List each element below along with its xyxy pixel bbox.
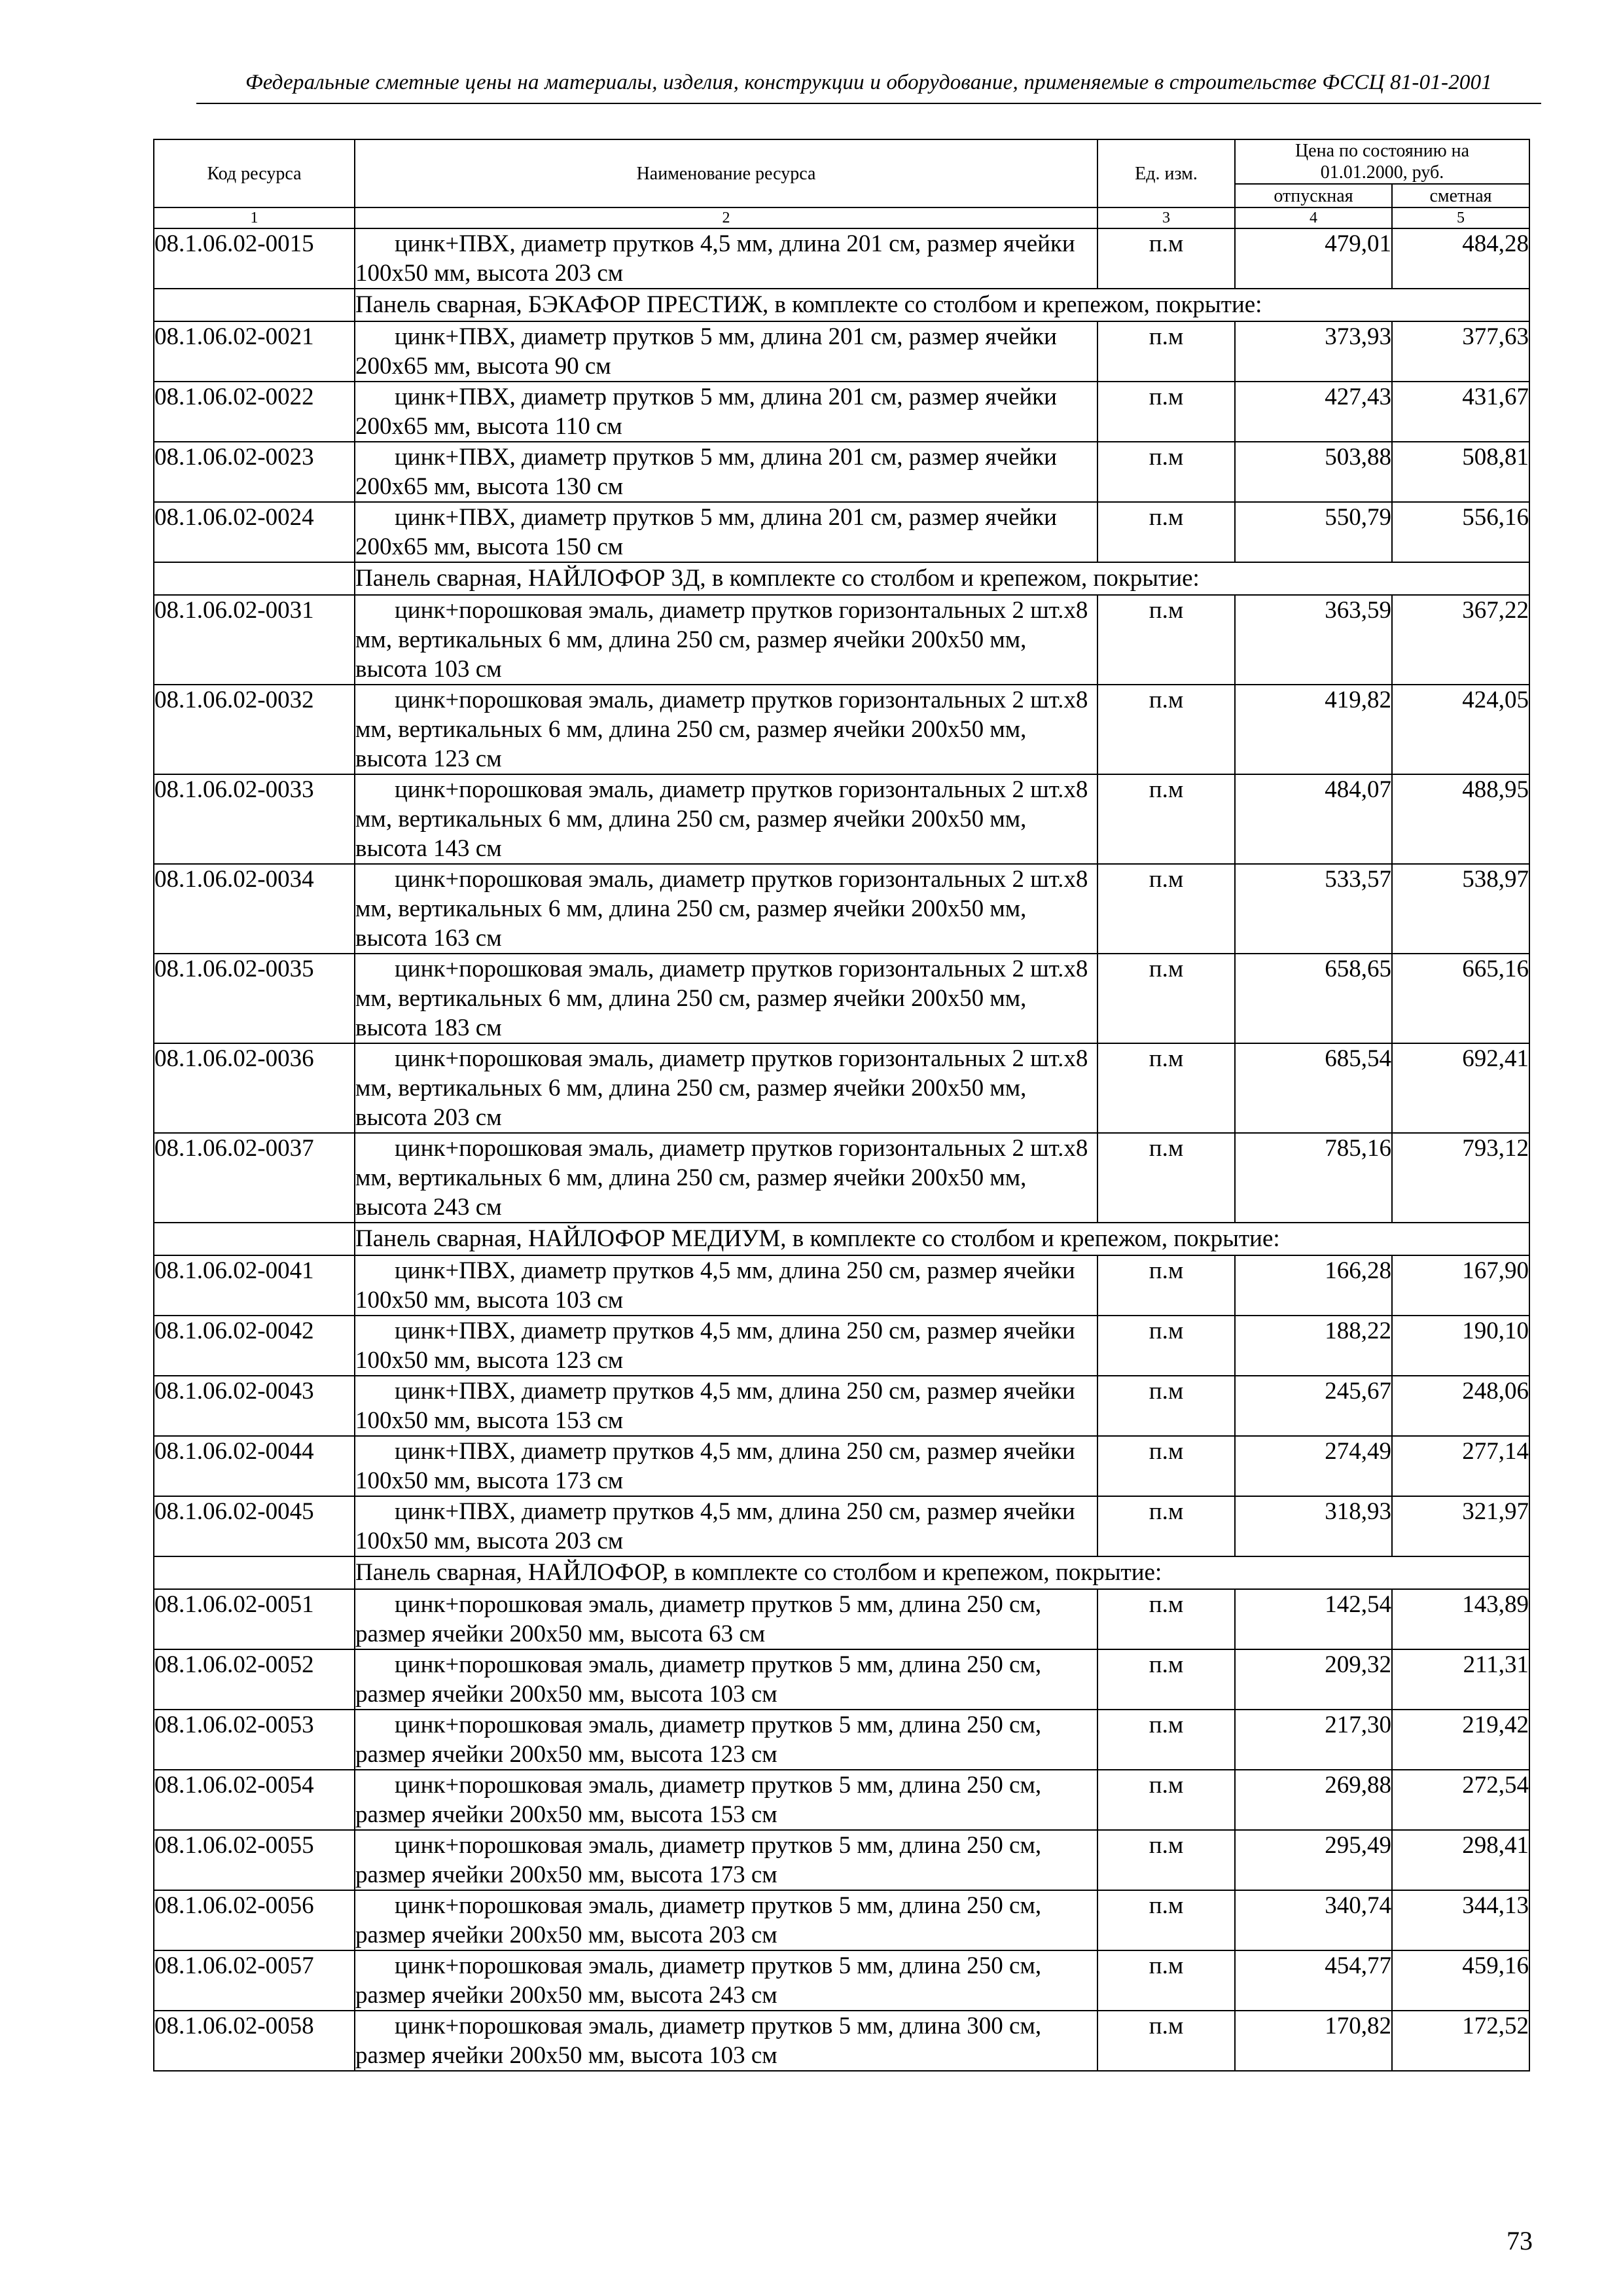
resource-code: 08.1.06.02-0033 [154, 774, 355, 864]
col-header-price-sale: отпускная [1235, 184, 1392, 207]
group-title-cell [355, 289, 1529, 321]
table-row [154, 1496, 1529, 1556]
group-heading-row [154, 562, 1529, 595]
group-code-cell [154, 1223, 355, 1255]
group-heading-row [154, 289, 1529, 321]
price-sale-cell: 295,49 [1235, 1830, 1392, 1890]
table-row [154, 774, 1529, 864]
group-title: Панель сварная, НАЙЛОФОР МЕДИУМ, в комплекте со столбом и крепежом, покрытие: [355, 1225, 1280, 1252]
price-est-cell: 248,06 [1392, 1376, 1529, 1436]
resource-code: 08.1.06.02-0021 [154, 321, 355, 382]
group-title-cell [355, 562, 1529, 595]
resource-name-text: цинк+порошковая эмаль, диаметр прутков 5 мм, длина 300 см, размер ячейки 200х50 мм, высота 103 см [355, 2013, 1042, 2069]
table-row [154, 1890, 1529, 1950]
table-row [154, 228, 1529, 289]
unit-cell: п.м [1097, 864, 1235, 954]
resource-name-text: цинк+ПВХ, диаметр прутков 5 мм, длина 201 см, размер ячейки 200х65 мм, высота 150 см [355, 504, 1057, 560]
table-row [154, 1133, 1529, 1223]
table-row [154, 1710, 1529, 1770]
price-table [153, 139, 1530, 2072]
resource-code: 08.1.06.02-0024 [154, 502, 355, 562]
resource-code: 08.1.06.02-0054 [154, 1770, 355, 1830]
price-est-cell: 431,67 [1392, 382, 1529, 442]
price-sale-cell: 427,43 [1235, 382, 1392, 442]
resource-code: 08.1.06.02-0053 [154, 1710, 355, 1770]
unit-cell: п.м [1097, 442, 1235, 502]
resource-code: 08.1.06.02-0034 [154, 864, 355, 954]
price-est-cell: 424,05 [1392, 685, 1529, 774]
price-est-cell: 367,22 [1392, 595, 1529, 685]
table-row [154, 1770, 1529, 1830]
resource-name [355, 1316, 1097, 1376]
resource-name [355, 382, 1097, 442]
price-sale-cell: 373,93 [1235, 321, 1392, 382]
resource-name-text: цинк+порошковая эмаль, диаметр прутков горизонтальных 2 шт.х8 мм, вертикальных 6 мм, длина 250 см, размер ячейки 200х50 мм, высота 243 см [355, 1135, 1088, 1221]
price-sale-cell: 419,82 [1235, 685, 1392, 774]
price-sale-cell: 274,49 [1235, 1436, 1392, 1496]
unit-cell: п.м [1097, 774, 1235, 864]
unit-cell: п.м [1097, 1649, 1235, 1710]
resource-name [355, 442, 1097, 502]
resource-name-text: цинк+ПВХ, диаметр прутков 5 мм, длина 201 см, размер ячейки 200х65 мм, высота 90 см [355, 323, 1057, 380]
table-row [154, 502, 1529, 562]
col-header-name: Наименование ресурса [355, 139, 1097, 207]
unit-cell: п.м [1097, 502, 1235, 562]
resource-name [355, 1589, 1097, 1649]
price-est-cell: 190,10 [1392, 1316, 1529, 1376]
table-row [154, 321, 1529, 382]
price-est-cell: 211,31 [1392, 1649, 1529, 1710]
unit-cell: п.м [1097, 1890, 1235, 1950]
price-est-cell: 488,95 [1392, 774, 1529, 864]
resource-code: 08.1.06.02-0057 [154, 1950, 355, 2011]
resource-code: 08.1.06.02-0022 [154, 382, 355, 442]
resource-name [355, 1133, 1097, 1223]
col-header-price: Цена по состоянию на 01.01.2000, руб. [1235, 139, 1529, 184]
price-sale-cell: 503,88 [1235, 442, 1392, 502]
price-est-cell: 793,12 [1392, 1133, 1529, 1223]
price-est-cell: 484,28 [1392, 228, 1529, 289]
table-row [154, 595, 1529, 685]
group-code-cell [154, 1556, 355, 1589]
resource-code: 08.1.06.02-0051 [154, 1589, 355, 1649]
group-title-cell [355, 1556, 1529, 1589]
page-number: 73 [1507, 2226, 1533, 2255]
price-est-cell: 556,16 [1392, 502, 1529, 562]
col-header-unit: Ед. изм. [1097, 139, 1235, 207]
resource-code: 08.1.06.02-0031 [154, 595, 355, 685]
resource-code: 08.1.06.02-0045 [154, 1496, 355, 1556]
price-sale-cell: 209,32 [1235, 1649, 1392, 1710]
resource-name [355, 1950, 1097, 2011]
group-title: Панель сварная, НАЙЛОФОР 3Д, в комплекте со столбом и крепежом, покрытие: [355, 565, 1200, 592]
resource-code: 08.1.06.02-0023 [154, 442, 355, 502]
unit-cell: п.м [1097, 2011, 1235, 2071]
resource-name-text: цинк+ПВХ, диаметр прутков 4,5 мм, длина 250 см, размер ячейки 100х50 мм, высота 203 см [355, 1498, 1075, 1554]
table-row [154, 1436, 1529, 1496]
price-sale-cell: 454,77 [1235, 1950, 1392, 2011]
resource-code: 08.1.06.02-0041 [154, 1255, 355, 1316]
resource-name [355, 1830, 1097, 1890]
unit-cell: п.м [1097, 1376, 1235, 1436]
resource-name [355, 954, 1097, 1043]
price-sale-cell: 363,59 [1235, 595, 1392, 685]
price-est-cell: 692,41 [1392, 1043, 1529, 1133]
resource-name-text: цинк+порошковая эмаль, диаметр прутков горизонтальных 2 шт.х8 мм, вертикальных 6 мм, длина 250 см, размер ячейки 200х50 мм, высота 203 см [355, 1045, 1088, 1131]
resource-name [355, 864, 1097, 954]
unit-cell: п.м [1097, 1255, 1235, 1316]
resource-name-text: цинк+порошковая эмаль, диаметр прутков 5 мм, длина 250 см, размер ячейки 200х50 мм, высота 123 см [355, 1712, 1042, 1768]
table-row [154, 1950, 1529, 2011]
price-est-cell: 272,54 [1392, 1770, 1529, 1830]
resource-name [355, 1255, 1097, 1316]
price-est-cell: 538,97 [1392, 864, 1529, 954]
unit-cell: п.м [1097, 1710, 1235, 1770]
resource-name-text: цинк+ПВХ, диаметр прутков 4,5 мм, длина 250 см, размер ячейки 100х50 мм, высота 123 см [355, 1318, 1075, 1374]
resource-name-text: цинк+ПВХ, диаметр прутков 5 мм, длина 201 см, размер ячейки 200х65 мм, высота 130 см [355, 444, 1057, 500]
table-row [154, 382, 1529, 442]
resource-name-text: цинк+порошковая эмаль, диаметр прутков 5 мм, длина 250 см, размер ячейки 200х50 мм, высота 63 см [355, 1591, 1042, 1647]
price-sale-cell: 340,74 [1235, 1890, 1392, 1950]
group-title-cell [355, 1223, 1529, 1255]
resource-name [355, 1649, 1097, 1710]
table-row [154, 1255, 1529, 1316]
price-est-cell: 665,16 [1392, 954, 1529, 1043]
unit-cell: п.м [1097, 1950, 1235, 2011]
price-est-cell: 377,63 [1392, 321, 1529, 382]
price-est-cell: 172,52 [1392, 2011, 1529, 2071]
header-rule [196, 103, 1541, 104]
group-heading-row [154, 1556, 1529, 1589]
resource-code: 08.1.06.02-0056 [154, 1890, 355, 1950]
resource-name-text: цинк+порошковая эмаль, диаметр прутков 5 мм, длина 250 см, размер ячейки 200х50 мм, высота 103 см [355, 1651, 1042, 1708]
resource-code: 08.1.06.02-0052 [154, 1649, 355, 1710]
resource-name-text: цинк+порошковая эмаль, диаметр прутков горизонтальных 2 шт.х8 мм, вертикальных 6 мм, длина 250 см, размер ячейки 200х50 мм, высота 123 см [355, 687, 1088, 772]
table-row [154, 1316, 1529, 1376]
table-row [154, 954, 1529, 1043]
unit-cell: п.м [1097, 1316, 1235, 1376]
group-heading-row [154, 1223, 1529, 1255]
price-est-cell: 344,13 [1392, 1890, 1529, 1950]
table-head [154, 139, 1529, 228]
resource-code: 08.1.06.02-0015 [154, 228, 355, 289]
unit-cell: п.м [1097, 1589, 1235, 1649]
price-sale-cell: 170,82 [1235, 2011, 1392, 2071]
resource-name-text: цинк+ПВХ, диаметр прутков 4,5 мм, длина 250 см, размер ячейки 100х50 мм, высота 153 см [355, 1378, 1075, 1434]
resource-name [355, 1436, 1097, 1496]
price-est-cell: 219,42 [1392, 1710, 1529, 1770]
unit-cell: п.м [1097, 1436, 1235, 1496]
column-number: 4 [1235, 207, 1392, 228]
table-row [154, 442, 1529, 502]
resource-name [355, 1890, 1097, 1950]
column-number: 5 [1392, 207, 1529, 228]
table-row [154, 1649, 1529, 1710]
table-row [154, 1830, 1529, 1890]
group-code-cell [154, 289, 355, 321]
resource-name-text: цинк+ПВХ, диаметр прутков 4,5 мм, длина 250 см, размер ячейки 100х50 мм, высота 173 см [355, 1438, 1075, 1494]
price-sale-cell: 217,30 [1235, 1710, 1392, 1770]
table-row [154, 864, 1529, 954]
resource-name-text: цинк+порошковая эмаль, диаметр прутков 5 мм, длина 250 см, размер ячейки 200х50 мм, высота 243 см [355, 1952, 1042, 2009]
resource-name-text: цинк+порошковая эмаль, диаметр прутков 5 мм, длина 250 см, размер ячейки 200х50 мм, высота 203 см [355, 1892, 1042, 1948]
price-est-cell: 143,89 [1392, 1589, 1529, 1649]
resource-code: 08.1.06.02-0032 [154, 685, 355, 774]
resource-name [355, 1376, 1097, 1436]
column-number-row [154, 207, 1529, 228]
resource-name-text: цинк+порошковая эмаль, диаметр прутков 5 мм, длина 250 см, размер ячейки 200х50 мм, высота 173 см [355, 1832, 1042, 1888]
price-sale-cell: 245,67 [1235, 1376, 1392, 1436]
resource-code: 08.1.06.02-0055 [154, 1830, 355, 1890]
resource-name [355, 321, 1097, 382]
resource-name [355, 502, 1097, 562]
resource-name [355, 1496, 1097, 1556]
resource-name [355, 1710, 1097, 1770]
resource-name [355, 774, 1097, 864]
resource-name [355, 1770, 1097, 1830]
table-row [154, 2011, 1529, 2071]
price-sale-cell: 658,65 [1235, 954, 1392, 1043]
resource-name-text: цинк+порошковая эмаль, диаметр прутков горизонтальных 2 шт.х8 мм, вертикальных 6 мм, длина 250 см, размер ячейки 200х50 мм, высота 103 см [355, 597, 1088, 683]
resource-name-text: цинк+ПВХ, диаметр прутков 4,5 мм, длина 201 см, размер ячейки 100х50 мм, высота 203 см [355, 230, 1075, 287]
unit-cell: п.м [1097, 1496, 1235, 1556]
table-row [154, 1376, 1529, 1436]
price-sale-cell: 142,54 [1235, 1589, 1392, 1649]
price-sale-cell: 550,79 [1235, 502, 1392, 562]
column-number: 1 [154, 207, 355, 228]
table-row [154, 685, 1529, 774]
resource-name [355, 685, 1097, 774]
resource-name-text: цинк+порошковая эмаль, диаметр прутков горизонтальных 2 шт.х8 мм, вертикальных 6 мм, длина 250 см, размер ячейки 200х50 мм, высота 183 см [355, 956, 1088, 1041]
resource-code: 08.1.06.02-0043 [154, 1376, 355, 1436]
resource-name [355, 228, 1097, 289]
resource-code: 08.1.06.02-0035 [154, 954, 355, 1043]
table-row [154, 1589, 1529, 1649]
column-number: 3 [1097, 207, 1235, 228]
unit-cell: п.м [1097, 685, 1235, 774]
unit-cell: п.м [1097, 1830, 1235, 1890]
price-sale-cell: 188,22 [1235, 1316, 1392, 1376]
resource-name-text: цинк+порошковая эмаль, диаметр прутков горизонтальных 2 шт.х8 мм, вертикальных 6 мм, длина 250 см, размер ячейки 200х50 мм, высота 163 см [355, 866, 1088, 952]
unit-cell: п.м [1097, 954, 1235, 1043]
price-sale-cell: 533,57 [1235, 864, 1392, 954]
unit-cell: п.м [1097, 595, 1235, 685]
price-est-cell: 321,97 [1392, 1496, 1529, 1556]
resource-name [355, 595, 1097, 685]
price-sale-cell: 269,88 [1235, 1770, 1392, 1830]
resource-code: 08.1.06.02-0042 [154, 1316, 355, 1376]
price-est-cell: 459,16 [1392, 1950, 1529, 2011]
table-body [154, 228, 1529, 2071]
unit-cell: п.м [1097, 382, 1235, 442]
resource-name [355, 2011, 1097, 2071]
resource-code: 08.1.06.02-0037 [154, 1133, 355, 1223]
resource-name-text: цинк+ПВХ, диаметр прутков 5 мм, длина 201 см, размер ячейки 200х65 мм, высота 110 см [355, 384, 1057, 440]
unit-cell: п.м [1097, 1133, 1235, 1223]
col-header-code: Код ресурса [154, 139, 355, 207]
resource-name-text: цинк+порошковая эмаль, диаметр прутков горизонтальных 2 шт.х8 мм, вертикальных 6 мм, длина 250 см, размер ячейки 200х50 мм, высота 143 см [355, 776, 1088, 862]
price-est-cell: 298,41 [1392, 1830, 1529, 1890]
price-sale-cell: 785,16 [1235, 1133, 1392, 1223]
resource-name-text: цинк+ПВХ, диаметр прутков 4,5 мм, длина 250 см, размер ячейки 100х50 мм, высота 103 см [355, 1257, 1075, 1314]
price-est-cell: 277,14 [1392, 1436, 1529, 1496]
resource-code: 08.1.06.02-0058 [154, 2011, 355, 2071]
table-row [154, 1043, 1529, 1133]
price-sale-cell: 318,93 [1235, 1496, 1392, 1556]
price-sale-cell: 685,54 [1235, 1043, 1392, 1133]
resource-name-text: цинк+порошковая эмаль, диаметр прутков 5 мм, длина 250 см, размер ячейки 200х50 мм, высота 153 см [355, 1772, 1042, 1828]
group-title: Панель сварная, БЭКАФОР ПРЕСТИЖ, в комплекте со столбом и крепежом, покрытие: [355, 291, 1262, 318]
group-title: Панель сварная, НАЙЛОФОР, в комплекте со столбом и крепежом, покрытие: [355, 1559, 1162, 1586]
price-sale-cell: 166,28 [1235, 1255, 1392, 1316]
resource-code: 08.1.06.02-0044 [154, 1436, 355, 1496]
price-sale-cell: 484,07 [1235, 774, 1392, 864]
price-sale-cell: 479,01 [1235, 228, 1392, 289]
resource-name [355, 1043, 1097, 1133]
running-header: Федеральные сметные цены на материалы, изделия, конструкции и оборудование, применяемые в строительстве ФССЦ 81-01-2001 [245, 71, 1493, 94]
price-est-cell: 508,81 [1392, 442, 1529, 502]
unit-cell: п.м [1097, 228, 1235, 289]
group-code-cell [154, 562, 355, 595]
price-est-cell: 167,90 [1392, 1255, 1529, 1316]
unit-cell: п.м [1097, 1770, 1235, 1830]
resource-code: 08.1.06.02-0036 [154, 1043, 355, 1133]
column-number: 2 [355, 207, 1097, 228]
unit-cell: п.м [1097, 321, 1235, 382]
unit-cell: п.м [1097, 1043, 1235, 1133]
col-header-price-est: сметная [1392, 184, 1529, 207]
